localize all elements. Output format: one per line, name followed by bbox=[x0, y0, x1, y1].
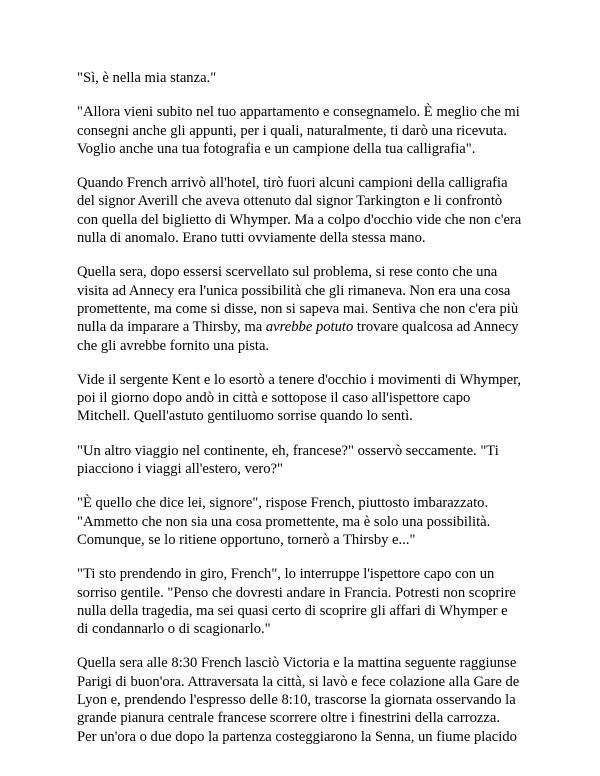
paragraph bbox=[77, 174, 537, 247]
text-line: Comunque, se lo ritiene opportuno, tornerò a Thirsby e..." bbox=[77, 531, 416, 548]
paragraph bbox=[77, 69, 537, 87]
text-line: nulla della tragedia, ma sei quasi certo di scoprire gli affari di Whymper e bbox=[77, 602, 508, 619]
paragraph bbox=[77, 565, 537, 638]
text-line bbox=[77, 318, 537, 336]
italic-text: avrebbe potuto bbox=[265, 319, 354, 336]
text-line: Parigi di buon'ora. Attraversata la città, si lavò e fece colazione alla Gare de bbox=[77, 673, 520, 690]
text-line: "Allora vieni subito nel tuo appartamento e consegnamelo. È meglio che mi bbox=[77, 104, 520, 121]
text-line: Quando French arrivò all'hotel, tirò fuori alcuni campioni della calligrafia bbox=[77, 175, 508, 192]
paragraph bbox=[77, 494, 537, 549]
text-line: del signor Averill che aveva ottenuto dal signor Tarkington e li confrontò bbox=[77, 193, 503, 210]
text-line: nulla di anomalo. Erano tutti ovviamente della stessa mano. bbox=[77, 230, 426, 247]
text-line: Quella sera alle 8:30 French lasciò Victoria e la mattina seguente raggiunse bbox=[77, 655, 517, 672]
text-line: Quella sera, dopo essersi scervellato sul problema, si rese conto che una bbox=[77, 264, 498, 281]
text-line: "Ti sto prendendo in giro, French", lo interruppe l'ispettore capo con un bbox=[77, 566, 495, 583]
text-line: Vide il sergente Kent e lo esortò a tenere d'occhio i movimenti di Whymper, bbox=[77, 371, 521, 388]
text-line: Lyon e, prendendo l'espresso delle 8:10, trascorse la giornata osservando la bbox=[77, 692, 516, 709]
text-line: "Un altro viaggio nel continente, eh, francese?" osservò seccamente. "Ti bbox=[77, 442, 499, 459]
text-line: Mitchell. Quell'astuto gentiluomo sorrise quando lo sentì. bbox=[77, 408, 413, 425]
text-segment: nulla da imparare a Thirsby, ma bbox=[77, 319, 266, 336]
paragraph bbox=[77, 263, 537, 354]
text-line: promettente, ma come si disse, non si sapeva mai. Sentiva che non c'era più bbox=[77, 300, 519, 317]
text-line: Voglio anche una tua fotografia e un campione della tua calligrafia". bbox=[77, 140, 476, 157]
text-line: sorriso gentile. "Penso che dovresti andare in Francia. Potresti non scoprire bbox=[77, 584, 516, 601]
text-line: di condannarlo o di scagionarlo." bbox=[77, 621, 271, 638]
body-text bbox=[77, 69, 537, 762]
text-line: grande pianura centrale francese scorrere oltre i finestrini della carrozza. bbox=[77, 710, 500, 727]
text-line: che gli avrebbe fornito una pista. bbox=[77, 337, 270, 354]
text-line: consegni anche gli appunti, per i quali, naturalmente, ti darò una ricevuta. bbox=[77, 122, 507, 139]
text-line: con quella del biglietto di Whymper. Ma a colpo d'occhio vide che non c'era bbox=[77, 211, 522, 228]
text-line: piacciono i viaggi all'estero, vero?" bbox=[77, 461, 283, 478]
text-line: "Sì, è nella mia stanza." bbox=[77, 70, 217, 86]
paragraph bbox=[77, 103, 537, 158]
text-line: "Ammetto che non sia una cosa promettente, ma è solo una possibilità. bbox=[77, 513, 491, 530]
text-line: "È quello che dice lei, signore", rispose French, piuttosto imbarazzato. bbox=[77, 495, 489, 512]
text-line: poi il giorno dopo andò in città e sottopose il caso all'ispettore capo bbox=[77, 390, 471, 407]
paragraph bbox=[77, 371, 537, 426]
text-segment: trovare qualcosa ad Annecy bbox=[353, 319, 519, 336]
paragraph bbox=[77, 654, 537, 745]
text-line: visita ad Annecy era l'unica possibilità che gli rimaneva. Non era una cosa bbox=[77, 282, 511, 299]
paragraph bbox=[77, 442, 537, 479]
text-line: Per un'ora o due dopo la partenza costeggiarono la Senna, un fiume placido bbox=[77, 728, 517, 745]
